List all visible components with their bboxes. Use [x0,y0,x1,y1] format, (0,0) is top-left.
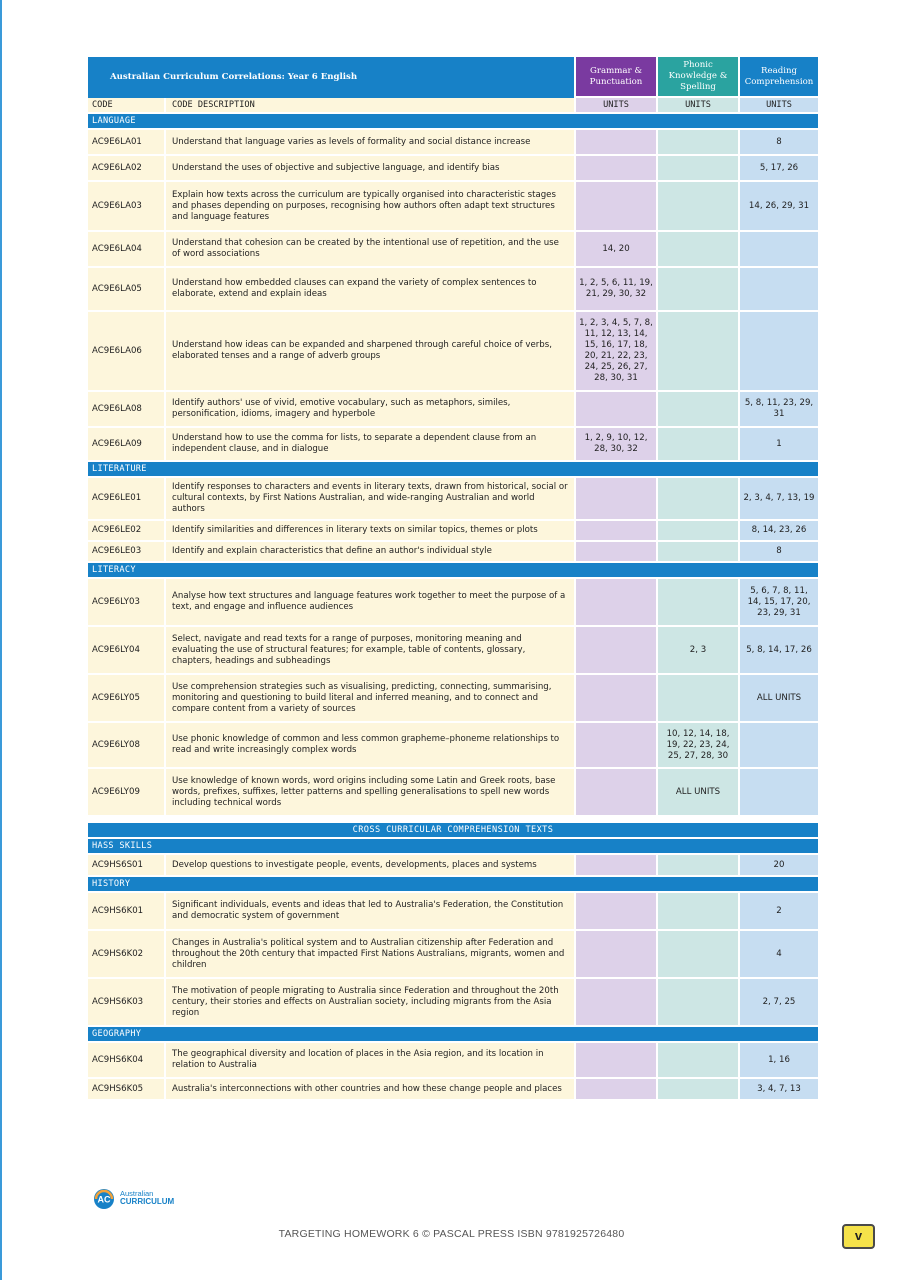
grammar-units [576,723,658,769]
page-edge-rule [0,0,2,1280]
reading-units: ALL UNITS [740,675,820,723]
grammar-units [576,130,658,156]
code-description: Use knowledge of known words, word origins including some Latin and Greek roots, base words, prefixes, suffixes, letter patterns and spelling generalisations to spell new words including technical words [166,769,576,817]
code-description: Use phonic knowledge of common and less common grapheme–phoneme relationships to read and write increasingly complex words [166,723,576,769]
table-row [88,931,820,979]
phonic-units [658,392,740,428]
section-header-history [88,877,820,893]
reading-units [740,723,820,769]
reading-units: 8, 14, 23, 26 [740,521,820,542]
curriculum-code: AC9E6LY04 [88,627,166,675]
section-history [88,877,820,1027]
table-row [88,675,820,723]
curriculum-code: AC9HS6K03 [88,979,166,1027]
code-description: Identify similarities and differences in literary texts on similar topics, themes or plots [166,521,576,542]
grammar-units-label: UNITS [576,98,658,114]
table-row [88,1079,820,1101]
table-row [88,769,820,817]
curriculum-code: AC9E6LY08 [88,723,166,769]
phonic-units [658,156,740,182]
code-description: Understand how ideas can be expanded and sharpened through careful choice of verbs, elaborated tenses and a range of adverb groups [166,312,576,392]
section-label: LITERACY [88,563,820,579]
code-description: Identify and explain characteristics that define an author's individual style [166,542,576,563]
reading-units: 1 [740,428,820,462]
grammar-units [576,1043,658,1079]
reading-units: 1, 16 [740,1043,820,1079]
title-row [88,57,820,98]
section-literacy [88,563,820,817]
code-column-label: CODE [88,98,166,114]
phonic-units [658,130,740,156]
code-description: Understand how to use the comma for lists, to separate a dependent clause from an independent clause, and in dialogue [166,428,576,462]
code-description: Identify authors' use of vivid, emotive vocabulary, such as metaphors, similes, personification, idioms, imagery and hyperbole [166,392,576,428]
code-description: The motivation of people migrating to Australia since Federation and throughout the 20th century, their stories and effects on Australian society, including migrants from the Asia region [166,979,576,1027]
curriculum-code: AC9HS6K05 [88,1079,166,1101]
reading-units [740,232,820,268]
section-header-hass [88,839,820,855]
grammar-units [576,893,658,931]
section-header-geography [88,1027,820,1043]
code-description: Significant individuals, events and ideas that led to Australia's Federation, the Constitution and democratic system of government [166,893,576,931]
page-number-badge: v [842,1224,875,1249]
code-description: Changes in Australia's political system and to Australian citizenship after Federation and throughout the 20th century that impacted First Nations Australians, migrants, women and children [166,931,576,979]
footer-credit: TARGETING HOMEWORK 6 © PASCAL PRESS ISBN 9781925726480 [278,1228,625,1240]
grammar-units: 1, 2, 9, 10, 12, 28, 30, 32 [576,428,658,462]
logo-line-2: CURRICULUM [120,1197,175,1206]
table-row [88,627,820,675]
reading-units: 2, 3, 4, 7, 13, 19 [740,478,820,521]
grammar-units [576,931,658,979]
section-header-literature [88,462,820,478]
phonic-units [658,675,740,723]
curriculum-code: AC9E6LY05 [88,675,166,723]
table-row [88,893,820,931]
grammar-units [576,542,658,563]
reading-units: 5, 6, 7, 8, 11, 14, 15, 17, 20, 23, 29, 31 [740,579,820,627]
table-row [88,268,820,312]
reading-units: 3, 4, 7, 13 [740,1079,820,1101]
table-row [88,428,820,462]
table-row [88,312,820,392]
grammar-units [576,579,658,627]
section-label: LANGUAGE [88,114,820,130]
logo-line-1: Australian [120,1189,154,1198]
section-hass [88,839,820,877]
grammar-units [576,182,658,232]
grammar-units [576,521,658,542]
reading-units [740,312,820,392]
curriculum-code: AC9HS6K02 [88,931,166,979]
reading-units: 14, 26, 29, 31 [740,182,820,232]
grammar-units: 1, 2, 3, 4, 5, 7, 8, 11, 12, 13, 14, 15, 16, 17, 18, 20, 21, 22, 23, 24, 25, 26, 27, 28, 30, 31 [576,312,658,392]
reading-units [740,268,820,312]
curriculum-code: AC9HS6K04 [88,1043,166,1079]
curriculum-code: AC9E6LA06 [88,312,166,392]
reading-units: 2 [740,893,820,931]
curriculum-code: AC9E6LE02 [88,521,166,542]
grammar-units [576,156,658,182]
svg-text:AC: AC [97,1194,111,1205]
code-description: Understand that language varies as levels of formality and social distance increase [166,130,576,156]
phonic-units [658,931,740,979]
grammar-units: 1, 2, 5, 6, 11, 19, 21, 29, 30, 32 [576,268,658,312]
curriculum-code: AC9E6LA01 [88,130,166,156]
curriculum-code: AC9E6LY09 [88,769,166,817]
reading-units: 20 [740,855,820,877]
phonic-units [658,542,740,563]
grammar-units [576,855,658,877]
curriculum-code: AC9E6LA09 [88,428,166,462]
curriculum-code: AC9E6LA04 [88,232,166,268]
correlation-table [88,57,820,1101]
table-row [88,579,820,627]
reading-units-label: UNITS [740,98,820,114]
curriculum-logo-icon [93,1188,117,1210]
section-literature [88,462,820,563]
phonic-units [658,1043,740,1079]
australian-curriculum-logo [93,1187,185,1211]
section-language [88,114,820,462]
reading-units: 4 [740,931,820,979]
table-row [88,542,820,563]
column-header-phonic: Phonic Knowledge & Spelling [658,57,740,98]
phonic-units-label: UNITS [658,98,740,114]
phonic-units [658,428,740,462]
phonic-units [658,855,740,877]
phonic-units [658,579,740,627]
grammar-units: 14, 20 [576,232,658,268]
table-row [88,855,820,877]
phonic-units [658,979,740,1027]
section-header-literacy [88,563,820,579]
code-description: Understand the uses of objective and subjective language, and identify bias [166,156,576,182]
reading-units: 5, 8, 11, 23, 29, 31 [740,392,820,428]
curriculum-code: AC9HS6S01 [88,855,166,877]
code-description: Understand that cohesion can be created by the intentional use of repetition, and the use of word associations [166,232,576,268]
table-row [88,232,820,268]
phonic-units [658,232,740,268]
curriculum-code: AC9E6LE01 [88,478,166,521]
table-row [88,979,820,1027]
column-header-reading: Reading Comprehension [740,57,820,98]
phonic-units [658,182,740,232]
reading-units: 2, 7, 25 [740,979,820,1027]
curriculum-code: AC9E6LE03 [88,542,166,563]
phonic-units [658,478,740,521]
code-description: Identify responses to characters and events in literary texts, drawn from historical, social or cultural contexts, by First Nations Australian, and wide-ranging Australian and world authors [166,478,576,521]
grammar-units [576,675,658,723]
code-description: Australia's interconnections with other countries and how these change people and places [166,1079,576,1101]
reading-units: 5, 17, 26 [740,156,820,182]
phonic-units [658,521,740,542]
cross-curricular-banner-label: CROSS CURRICULAR COMPREHENSION TEXTS [88,823,820,839]
table-row [88,723,820,769]
cross-curricular-banner [88,823,820,839]
code-description-column-label: CODE DESCRIPTION [166,98,576,114]
phonic-units [658,1079,740,1101]
curriculum-code: AC9HS6K01 [88,893,166,931]
phonic-units: ALL UNITS [658,769,740,817]
curriculum-code: AC9E6LY03 [88,579,166,627]
table-row [88,156,820,182]
table-row [88,392,820,428]
section-geography [88,1027,820,1101]
code-description: Develop questions to investigate people, events, developments, places and systems [166,855,576,877]
correlation-document [88,57,820,1101]
logo-wordmark [120,1190,174,1206]
code-description: Explain how texts across the curriculum are typically organised into characteristic stages and phases depending on purposes, recognising how authors often adapt text structures and language features [166,182,576,232]
phonic-units [658,312,740,392]
grammar-units [576,627,658,675]
grammar-units [576,392,658,428]
page-title: Australian Curriculum Correlations: Year 6 English [88,57,576,98]
phonic-units: 2, 3 [658,627,740,675]
curriculum-code: AC9E6LA02 [88,156,166,182]
reading-units: 8 [740,542,820,563]
curriculum-code: AC9E6LA03 [88,182,166,232]
grammar-units [576,478,658,521]
phonic-units: 10, 12, 14, 18, 19, 22, 23, 24, 25, 27, 28, 30 [658,723,740,769]
phonic-units [658,893,740,931]
code-description: Use comprehension strategies such as visualising, predicting, connecting, summarising, monitoring and questioning to build literal and inferred meaning, and to connect and compare content from a variety of sources [166,675,576,723]
curriculum-code: AC9E6LA08 [88,392,166,428]
section-label: GEOGRAPHY [88,1027,820,1043]
column-labels-row [88,98,820,114]
table-row [88,478,820,521]
table-row [88,130,820,156]
reading-units [740,769,820,817]
grammar-units [576,1079,658,1101]
grammar-units [576,979,658,1027]
grammar-units [576,769,658,817]
section-label: HASS SKILLS [88,839,820,855]
cross-curricular-banner-group [88,817,820,839]
curriculum-code: AC9E6LA05 [88,268,166,312]
reading-units: 8 [740,130,820,156]
section-label: HISTORY [88,877,820,893]
code-description: The geographical diversity and location of places in the Asia region, and its location in relation to Australia [166,1043,576,1079]
reading-units: 5, 8, 14, 17, 26 [740,627,820,675]
section-header-language [88,114,820,130]
table-row [88,521,820,542]
phonic-units [658,268,740,312]
code-description: Understand how embedded clauses can expand the variety of complex sentences to elaborate, extend and explain ideas [166,268,576,312]
table-row [88,182,820,232]
section-label: LITERATURE [88,462,820,478]
column-header-grammar: Grammar & Punctuation [576,57,658,98]
code-description: Select, navigate and read texts for a range of purposes, monitoring meaning and evaluating the use of structural features; for example, table of contents, glossary, chapters, headings and subheadings [166,627,576,675]
table-row [88,1043,820,1079]
code-description: Analyse how text structures and language features work together to meet the purpose of a text, and engage and influence audiences [166,579,576,627]
